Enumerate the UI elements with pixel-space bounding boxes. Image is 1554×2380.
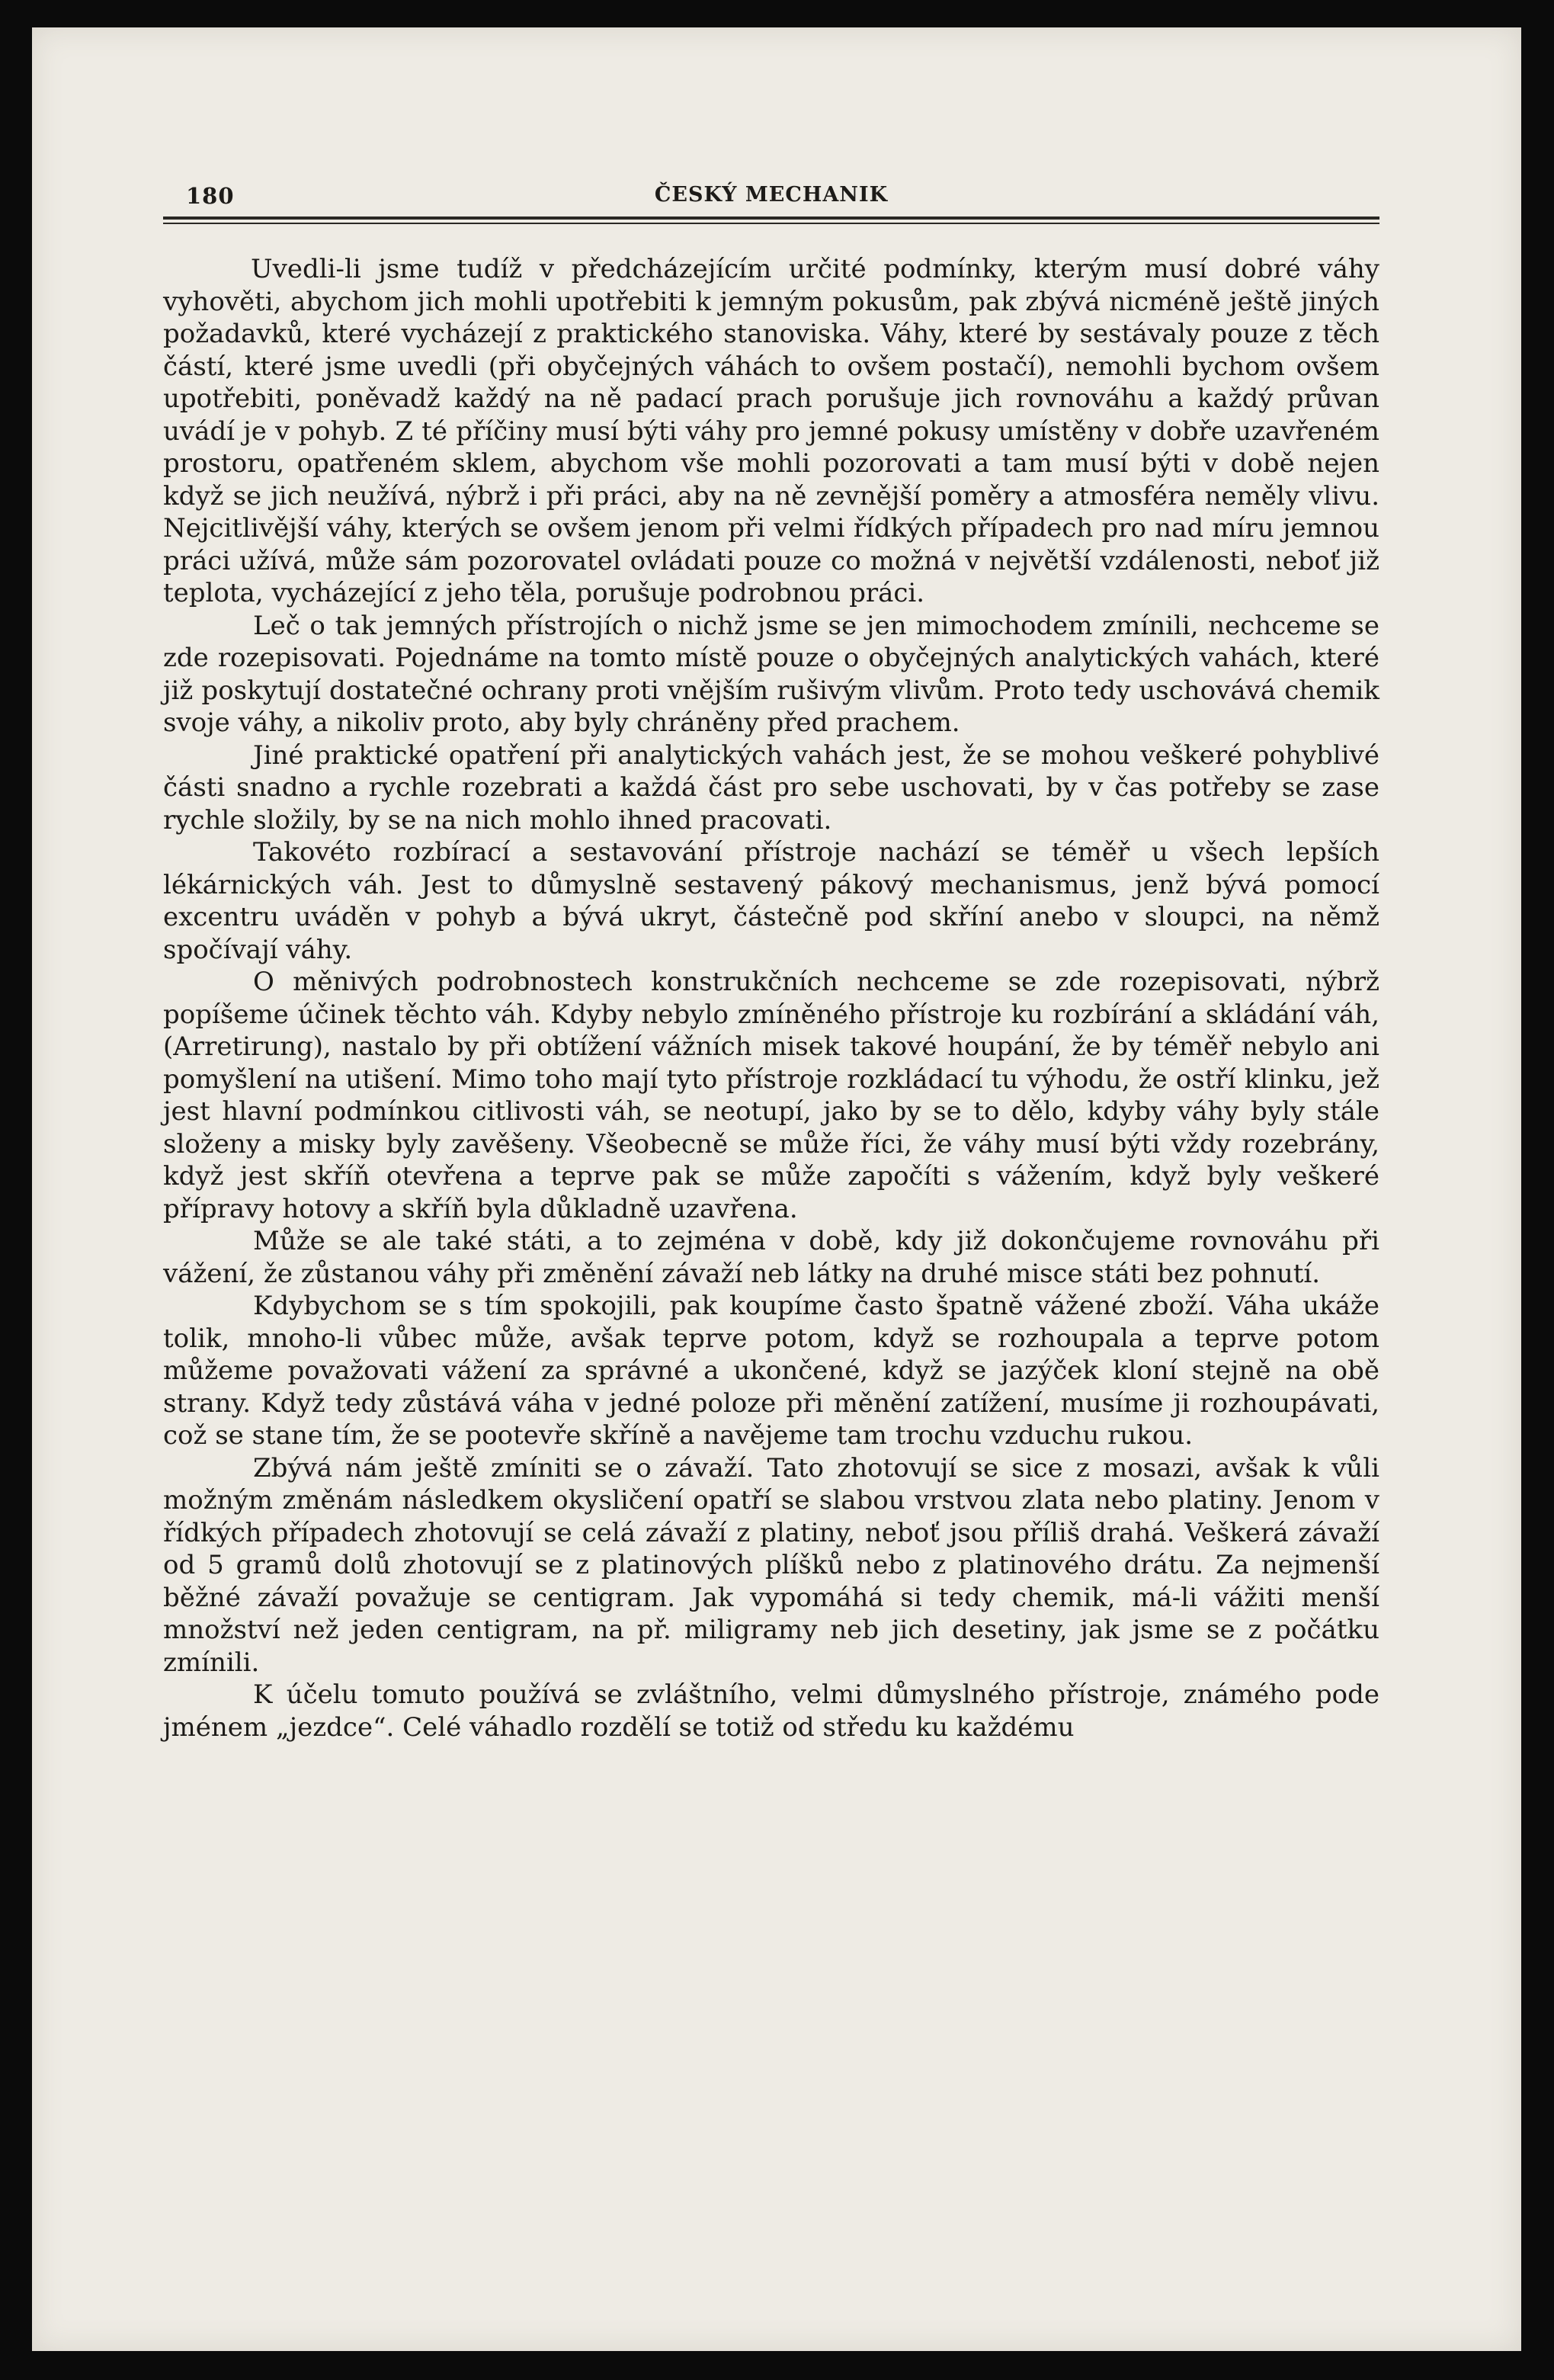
- paragraph: Jiné praktické opatření při analytických vahách jest, že se mohou veškeré pohyblivé části snadno a rychle rozebrati a každá část pro sebe uschovati, by v čas potřeby se zase rychle složily, by se na nich mohlo ihned pracovati.: [163, 739, 1379, 836]
- paragraph: Takovéto rozbírací a sestavování přístroje nachází se téměř u všech lepších lékárnických váh. Jest to důmyslně sestavený pákový mechanismus, jenž bývá pomocí excentru uváděn v pohyb a bývá ukryt, částečně pod skříní anebo v sloupci, na němž spočívají váhy.: [163, 837, 1379, 965]
- paragraph: Leč o tak jemných přístrojích o nichž jsme se jen mimochodem zmínili, nechceme se zde rozepisovati. Pojednáme na tomto místě pouze o obyčejných analytických vahách, které již poskytují dostatečné ochrany proti vnějším rušivým vlivům. Proto tedy uschovává chemik svoje váhy, a nikoliv proto, aby byly chráněny před prachem.: [163, 610, 1379, 738]
- page-header: [163, 181, 1379, 212]
- header-rule-thick: [163, 217, 1379, 220]
- running-head: ČESKÝ MECHANIK: [654, 183, 889, 207]
- page-number: 180: [186, 183, 235, 209]
- paragraph: Kdybychom se s tím spokojili, pak koupíme často špatně vážené zboží. Váha ukáže tolik, mnoho-li vůbec může, avšak teprve potom, když se rozhoupala a teprve potom můžeme považovati vážení za správné a ukončené, když se jazýček kloní stejně na obě strany. Když tedy zůstává váha v jedné poloze při měnění zatížení, musíme ji rozhoupávati, což se stane tím, že se pootevře skříně a navějeme tam trochu vzduchu rukou.: [163, 1291, 1379, 1451]
- paragraph: Zbývá nám ještě zmíniti se o závaží. Tato zhotovují se sice z mosazi, avšak k vůli možným změnám následkem okysličení opatří se slabou vrstvou zlata nebo platiny. Jenom v řídkých případech zhotovují se celá závaží z platiny, neboť jsou příliš drahá. Veškerá závaží od 5 gramů dolů zhotovují se z platinových plíšků nebo z platinového drátu. Za nejmenší běžné závaží považuje se centigram. Jak vypomáhá si tedy chemik, má-li vážiti menší množství než jeden centigram, na př. miligramy neb jich desetiny, jak jsme se z počátku zmínili.: [163, 1452, 1379, 1678]
- paragraph: K účelu tomuto používá se zvláštního, velmi důmyslného přístroje, známého pode jménem „jezdce“. Celé váhadlo rozdělí se totiž od středu ku každému: [163, 1679, 1379, 1743]
- body-text: [163, 253, 1379, 1743]
- paragraph: O měnivých podrobnostech konstrukčních nechceme se zde rozepisovati, nýbrž popíšeme účinek těchto váh. Kdyby nebylo zmíněného přístroje ku rozbírání a skládání váh, (Arretirung), nastalo by při obtížení vážních misek takové houpání, že by téměř nebylo ani pomyšlení na utišení. Mimo toho mají tyto přístroje rozkládací tu výhodu, že ostří klinku, jež jest hlavní podmínkou citlivosti váh, se neotupí, jako by se to dělo, kdyby váhy byly stále složeny a misky byly zavěšeny. Všeobecně se může říci, že váhy musí býti vždy rozebrány, když jest skříň otevřena a teprve pak se může započíti s vážením, když byly veškeré přípravy hotovy a skříň byla důkladně uzavřena.: [163, 967, 1379, 1224]
- paragraph: Může se ale také státi, a to zejména v době, kdy již dokončujeme rovnováhu při vážení, že zůstanou váhy při změnění závaží neb látky na druhé misce státi bez pohnutí.: [163, 1226, 1379, 1289]
- paragraph: Uvedli-li jsme tudíž v předcházejícím určité podmínky, kterým musí dobré váhy vyhověti, abychom jich mohli upotřebiti k jemným pokusům, pak zbývá nicméně ještě jiných požadavků, které vycházejí z praktického stanoviska. Váhy, které by sestávaly pouze z těch částí, které jsme uvedli (při obyčejných váhách to ovšem postačí), nemohli bychom ovšem upotřebiti, poněvadž každý na ně padací prach porušuje jich rovnováhu a každý průvan uvádí je v pohyb. Z té příčiny musí býti váhy pro jemné pokusy umístěny v dobře uzavřeném prostoru, opatřeném sklem, abychom vše mohli pozorovati a tam musí býti v době nejen když se jich neužívá, nýbrž i při práci, aby na ně zevnější poměry a atmosféra neměly vlivu. Nejcitlivější váhy, kterých se ovšem jenom při velmi řídkých případech pro nad míru jemnou práci užívá, může sám pozorovatel ovládati pouze co možná v největší vzdálenosti, neboť již teplota, vycházející z jeho těla, porušuje podrobnou práci.: [163, 254, 1379, 608]
- header-rule-thin: [163, 223, 1379, 224]
